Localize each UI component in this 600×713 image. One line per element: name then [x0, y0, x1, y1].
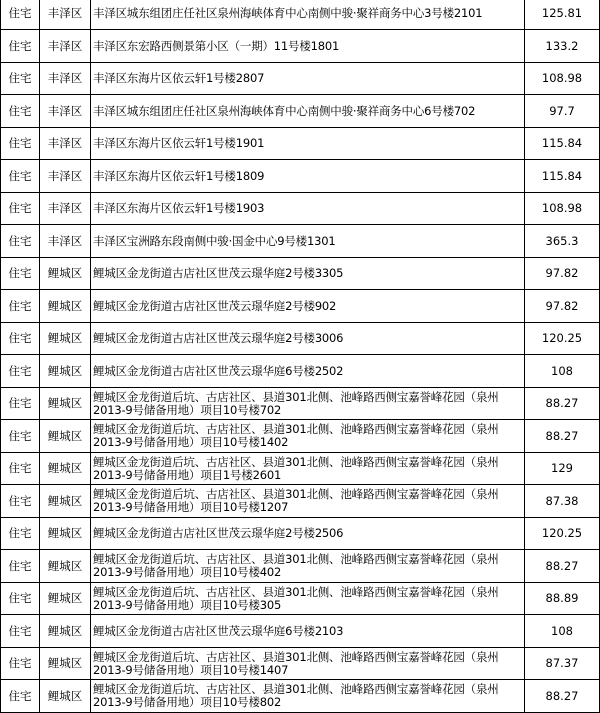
table-row [1, 160, 600, 193]
table-row [1, 453, 600, 485]
cell-district: 鲤城区 [40, 388, 91, 420]
table-row [1, 0, 600, 30]
table-row [1, 290, 600, 323]
cell-area: 120.25 [525, 518, 600, 550]
cell-type: 住宅 [1, 583, 40, 615]
cell-type: 住宅 [1, 420, 40, 453]
cell-address: 鲤城区金龙街道古店社区世茂云璟华庭2号楼3006 [91, 323, 525, 355]
cell-district: 鲤城区 [40, 583, 91, 615]
cell-area: 88.27 [525, 420, 600, 453]
table-row [1, 420, 600, 453]
cell-address: 鲤城区金龙街道后坑、古店社区、县道301北侧、池峰路西侧宝嘉誉峰花园（泉州2013-9号储备用地）项目10号楼1402 [91, 420, 525, 453]
table-row [1, 258, 600, 290]
table-row [1, 193, 600, 225]
cell-district: 丰泽区 [40, 160, 91, 193]
cell-area: 108.98 [525, 63, 600, 95]
cell-type: 住宅 [1, 193, 40, 225]
cell-area: 88.27 [525, 388, 600, 420]
table-row [1, 583, 600, 615]
cell-address: 丰泽区城东组团庄任社区泉州海峡体育中心南侧中骏·聚祥商务中心6号楼702 [91, 95, 525, 128]
cell-district: 丰泽区 [40, 30, 91, 63]
cell-type: 住宅 [1, 355, 40, 388]
cell-district: 鲤城区 [40, 290, 91, 323]
table-row [1, 30, 600, 63]
cell-area: 108.98 [525, 193, 600, 225]
cell-type: 住宅 [1, 95, 40, 128]
cell-district: 丰泽区 [40, 128, 91, 160]
cell-area: 87.38 [525, 485, 600, 518]
cell-district: 鲤城区 [40, 518, 91, 550]
cell-type: 住宅 [1, 453, 40, 485]
cell-area: 115.84 [525, 128, 600, 160]
cell-area: 108 [525, 355, 600, 388]
cell-area: 129 [525, 453, 600, 485]
cell-area: 97.82 [525, 290, 600, 323]
table-row [1, 63, 600, 95]
cell-type: 住宅 [1, 290, 40, 323]
cell-address: 鲤城区金龙街道后坑、古店社区、县道301北侧、池峰路西侧宝嘉誉峰花园（泉州2013-9号储备用地）项目10号楼402 [91, 550, 525, 583]
table-row [1, 648, 600, 680]
cell-address: 鲤城区金龙街道古店社区世茂云璟华庭6号楼2502 [91, 355, 525, 388]
cell-district: 丰泽区 [40, 193, 91, 225]
table-row [1, 95, 600, 128]
cell-address: 丰泽区东海片区依云轩1号楼1901 [91, 128, 525, 160]
cell-address: 鲤城区金龙街道古店社区世茂云璟华庭2号楼902 [91, 290, 525, 323]
cell-type: 住宅 [1, 550, 40, 583]
table-row [1, 680, 600, 713]
cell-district: 丰泽区 [40, 225, 91, 258]
cell-type: 住宅 [1, 680, 40, 713]
cell-type: 住宅 [1, 518, 40, 550]
table-row [1, 355, 600, 388]
cell-district: 丰泽区 [40, 0, 91, 30]
table-row [1, 550, 600, 583]
cell-type: 住宅 [1, 648, 40, 680]
cell-address: 丰泽区城东组团庄任社区泉州海峡体育中心南侧中骏·聚祥商务中心3号楼2101 [91, 0, 525, 30]
cell-district: 丰泽区 [40, 95, 91, 128]
cell-district: 丰泽区 [40, 63, 91, 95]
cell-area: 97.7 [525, 95, 600, 128]
table-row [1, 225, 600, 258]
table-row [1, 323, 600, 355]
cell-type: 住宅 [1, 323, 40, 355]
cell-district: 鲤城区 [40, 680, 91, 713]
cell-address: 鲤城区金龙街道古店社区世茂云璟华庭2号楼3305 [91, 258, 525, 290]
cell-area: 120.25 [525, 323, 600, 355]
cell-address: 鲤城区金龙街道后坑、古店社区、县道301北侧、池峰路西侧宝嘉誉峰花园（泉州2013-9号储备用地）项目10号楼1407 [91, 648, 525, 680]
cell-type: 住宅 [1, 160, 40, 193]
table-row [1, 128, 600, 160]
cell-address: 鲤城区金龙街道后坑、古店社区、县道301北侧、池峰路西侧宝嘉誉峰花园（泉州2013-9号储备用地）项目1号楼2601 [91, 453, 525, 485]
cell-area: 365.3 [525, 225, 600, 258]
cell-district: 鲤城区 [40, 615, 91, 648]
cell-address: 丰泽区东海片区依云轩1号楼2807 [91, 63, 525, 95]
cell-type: 住宅 [1, 225, 40, 258]
cell-type: 住宅 [1, 485, 40, 518]
cell-address: 鲤城区金龙街道后坑、古店社区、县道301北侧、池峰路西侧宝嘉誉峰花园（泉州2013-9号储备用地）项目10号楼305 [91, 583, 525, 615]
cell-area: 115.84 [525, 160, 600, 193]
cell-district: 鲤城区 [40, 323, 91, 355]
cell-area: 125.81 [525, 0, 600, 30]
cell-address: 鲤城区金龙街道后坑、古店社区、县道301北侧、池峰路西侧宝嘉誉峰花园（泉州2013-9号储备用地）项目10号楼702 [91, 388, 525, 420]
cell-address: 丰泽区东宏路西侧景第小区（一期）11号楼1801 [91, 30, 525, 63]
cell-area: 97.82 [525, 258, 600, 290]
cell-area: 133.2 [525, 30, 600, 63]
cell-district: 鲤城区 [40, 485, 91, 518]
cell-area: 88.27 [525, 680, 600, 713]
table-row [1, 388, 600, 420]
cell-district: 鲤城区 [40, 453, 91, 485]
cell-district: 鲤城区 [40, 355, 91, 388]
cell-district: 鲤城区 [40, 648, 91, 680]
cell-type: 住宅 [1, 0, 40, 30]
cell-type: 住宅 [1, 388, 40, 420]
cell-address: 丰泽区宝洲路东段南侧中骏·国金中心9号楼1301 [91, 225, 525, 258]
listing-body [1, 0, 600, 713]
cell-type: 住宅 [1, 63, 40, 95]
cell-district: 鲤城区 [40, 550, 91, 583]
cell-area: 88.89 [525, 583, 600, 615]
cell-type: 住宅 [1, 128, 40, 160]
cell-address: 丰泽区东海片区依云轩1号楼1809 [91, 160, 525, 193]
table-row [1, 615, 600, 648]
cell-type: 住宅 [1, 615, 40, 648]
table-row [1, 485, 600, 518]
cell-address: 鲤城区金龙街道后坑、古店社区、县道301北侧、池峰路西侧宝嘉誉峰花园（泉州2013-9号储备用地）项目10号楼802 [91, 680, 525, 713]
cell-area: 87.37 [525, 648, 600, 680]
cell-address: 鲤城区金龙街道古店社区世茂云璟华庭2号楼2506 [91, 518, 525, 550]
cell-district: 鲤城区 [40, 258, 91, 290]
cell-address: 鲤城区金龙街道后坑、古店社区、县道301北侧、池峰路西侧宝嘉誉峰花园（泉州2013-9号储备用地）项目10号楼1207 [91, 485, 525, 518]
cell-type: 住宅 [1, 30, 40, 63]
table-row [1, 518, 600, 550]
cell-district: 鲤城区 [40, 420, 91, 453]
cell-address: 鲤城区金龙街道古店社区世茂云璟华庭6号楼2103 [91, 615, 525, 648]
cell-address: 丰泽区东海片区依云轩1号楼1903 [91, 193, 525, 225]
cell-area: 108 [525, 615, 600, 648]
cell-area: 88.27 [525, 550, 600, 583]
cell-type: 住宅 [1, 258, 40, 290]
